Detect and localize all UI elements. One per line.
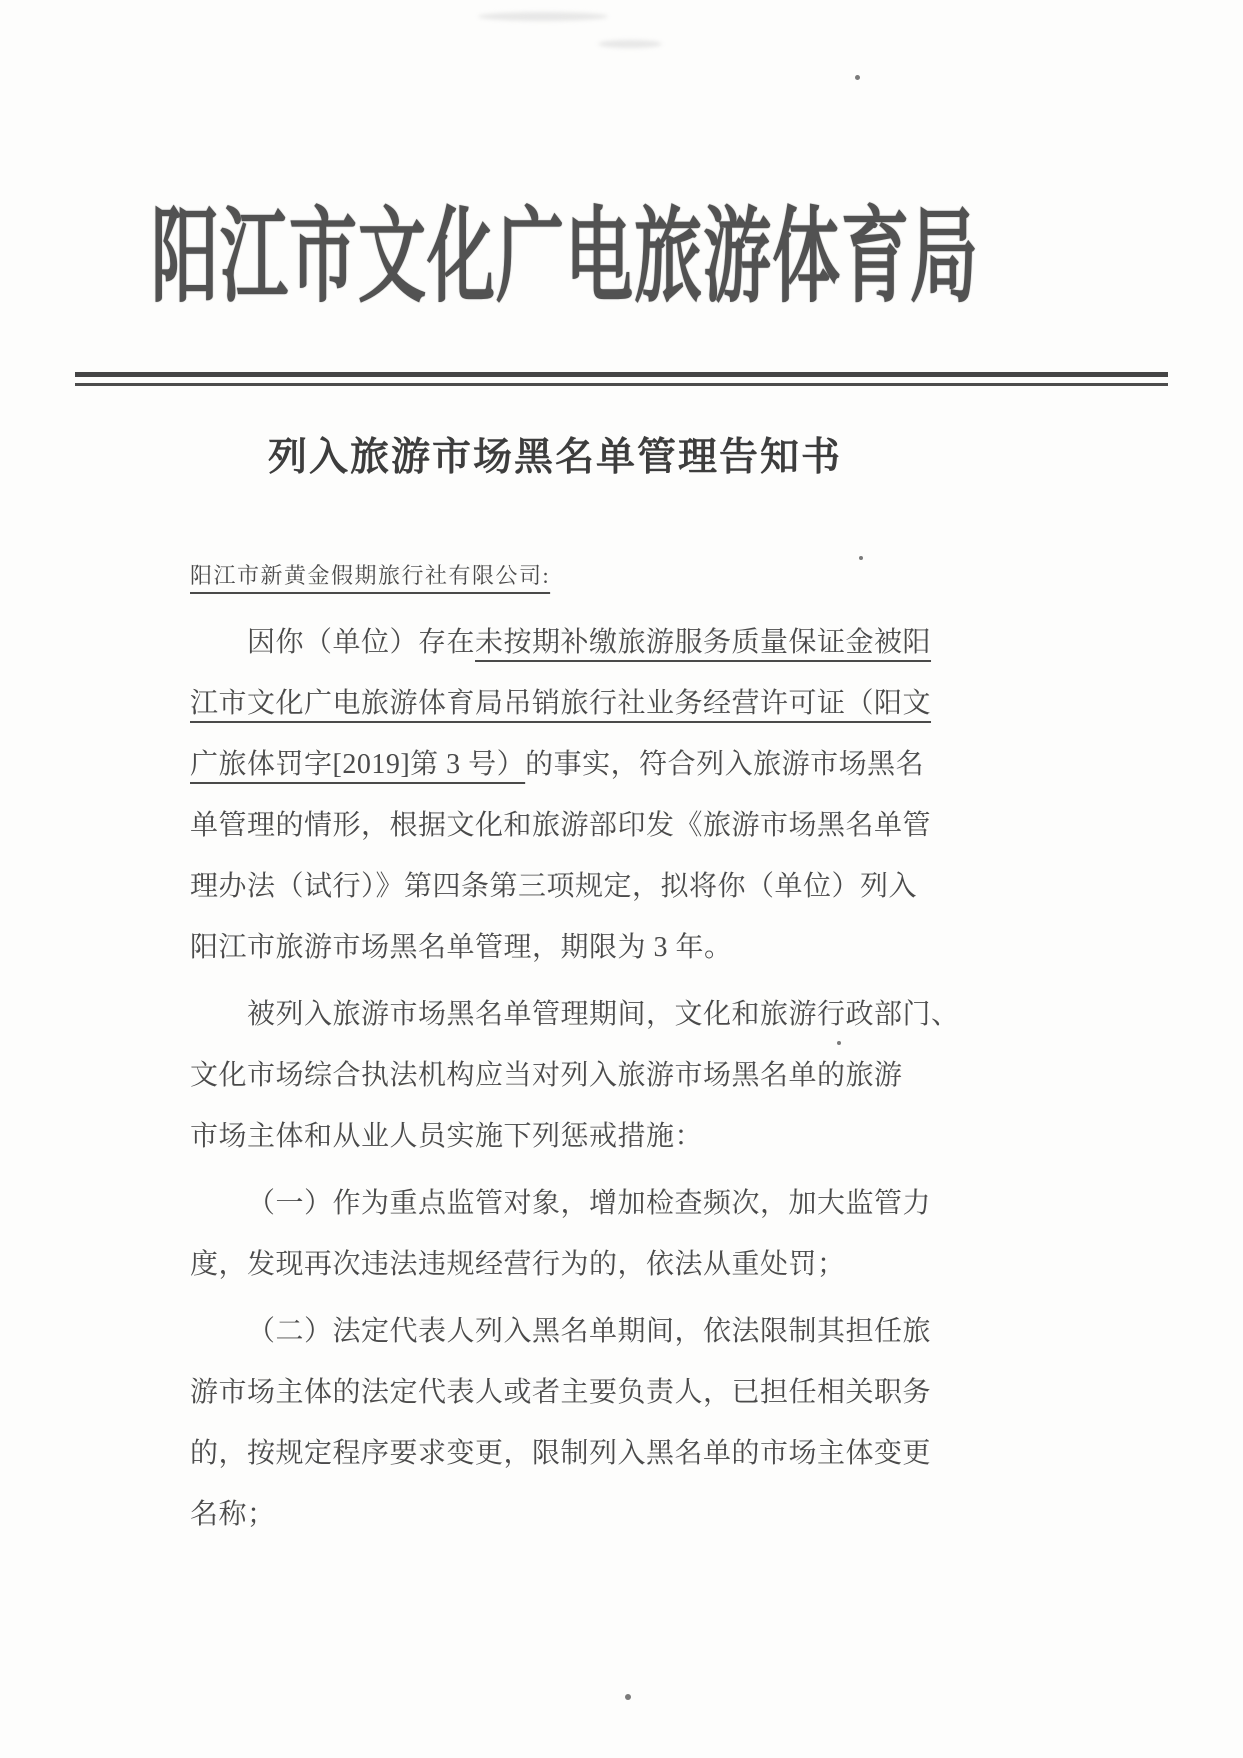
underlined-text: 广旅体罚字[2019]第 3 号） [190,749,526,780]
body-line [190,1484,980,1545]
text-segment: （一）作为重点监管对象，增加检查频次，加大监管力 [247,1188,932,1219]
document-title: 列入旅游市场黑名单管理告知书 [267,436,842,479]
letterhead-double-rule [75,372,1168,386]
text-segment: 度，发现再次违法违规经营行为的，依法从重处罚； [190,1249,846,1280]
text-segment: 理办法（试行）》第四条第三项规定，拟将你（单位）列入 [190,871,918,902]
underlined-text: 江市文化广电旅游体育局吊销旅行社业务经营许可证（阳文 [190,688,932,719]
body-line [190,545,980,606]
body-line [190,917,980,978]
text-segment: 单管理的情形，根据文化和旅游部印发《旅游市场黑名单管 [190,810,932,841]
text-segment: 的，按规定程序要求变更，限制列入黑名单的市场主体变更 [190,1438,932,1469]
body-line [190,1301,980,1362]
underlined-text: 未按期补缴旅游服务质量保证金被阳 [475,627,932,658]
body-line [190,795,980,856]
body-line [190,1106,980,1167]
paragraph-block [190,1173,980,1295]
underlined-text: 阳江市新黄金假期旅行社有限公司: [190,563,551,588]
body-line [190,1173,980,1234]
body-line [190,734,980,795]
text-segment: 因你（单位）存在 [247,627,476,658]
scan-artifact [855,75,860,80]
text-segment: 游市场主体的法定代表人或者主要负责人，已担任相关职务 [190,1377,932,1408]
body-line [190,1234,980,1295]
paragraph-block [190,984,980,1167]
scan-artifact [625,1694,631,1700]
body-line [190,984,980,1045]
letterhead [70,192,1060,322]
paragraph-block [190,1301,980,1545]
body-line [190,856,980,917]
letterhead-title: 阳江市文化广电旅游体育局 [150,199,979,315]
document-body [190,545,980,1545]
scan-artifact [598,40,662,48]
body-line [190,1423,980,1484]
body-line [190,612,980,673]
body-line [190,1362,980,1423]
scan-artifact [478,12,608,21]
text-segment: 阳江市旅游市场黑名单管理，期限为 3 年。 [190,932,733,963]
body-line [190,673,980,734]
text-segment: 被列入旅游市场黑名单管理期间，文化和旅游行政部门、 [247,999,960,1030]
text-segment: 的事实，符合列入旅游市场黑名 [525,749,925,780]
body-line [190,1045,980,1106]
addressee-block [190,545,980,606]
text-segment: 文化市场综合执法机构应当对列入旅游市场黑名单的旅游 [190,1060,903,1091]
paragraph-block [190,612,980,978]
text-segment: （二）法定代表人列入黑名单期间，依法限制其担任旅 [247,1316,932,1347]
text-segment: 市场主体和从业人员实施下列惩戒措施： [190,1121,704,1152]
text-segment: 名称； [190,1499,276,1530]
